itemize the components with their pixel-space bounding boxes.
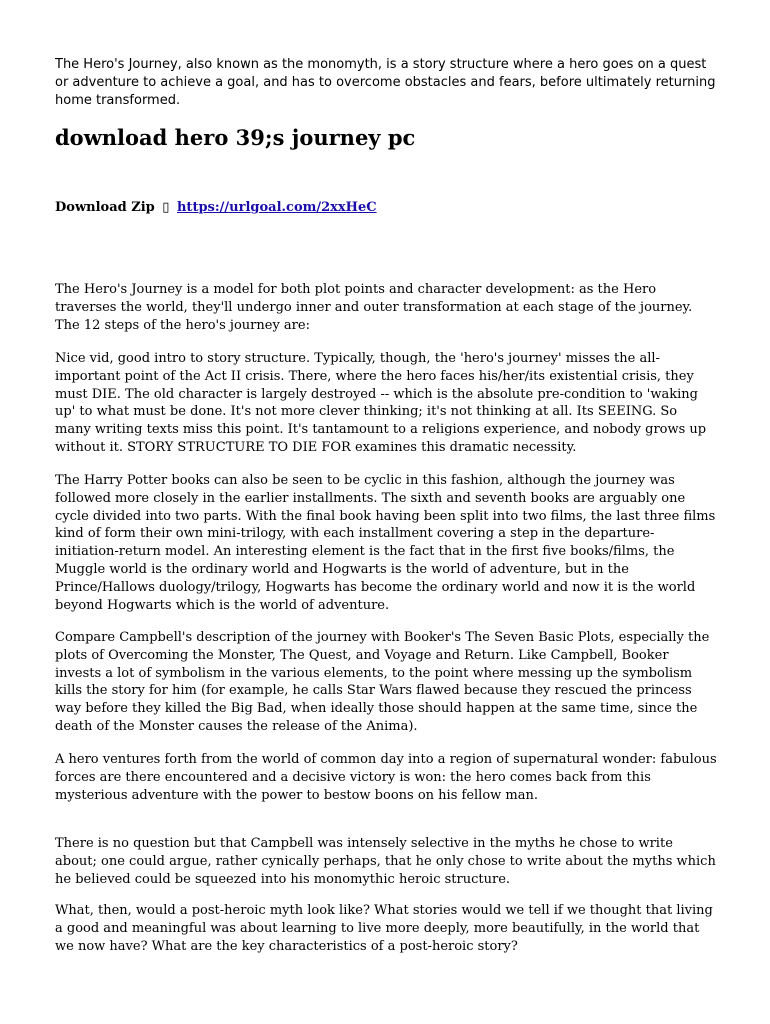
body-paragraph-4: Compare Campbell's description of the journey with Booker's The Seven Basic Plots, especially the plots of Overcoming the Monster, The Quest, and Voyage and Return. Like Campbell, Booker invests a lot of symbolism in the various elements, to the point where messing up the symbolism kills the story for him (for example, he calls Star Wars flawed because they rescued the princess way before they killed the Big Bad, when ideally those should happen at the same time, since the death of the Monster causes the release of the Anima).: [55, 630, 710, 734]
download-link[interactable]: https://urlgoal.com/2xxHeC: [176, 200, 377, 215]
body-paragraph-3: The Harry Potter books can also be seen to be cyclic in this fashion, although the journey was followed more closely in the earlier installments. The sixth and seventh books are arguably one cycle divided into two parts. With the final book having been split into two films, the last three films kind of form their own mini-trilogy, with each installment covering a step in the departure-initiation-return model. An interesting element is the fact that in the first five books/films, the Muggle world is the ordinary world and Hogwarts is the world of adventure, but in the Prince/Hallows duology/trilogy, Hogwarts has become the ordinary world and now it is the world beyond Hogwarts which is the world of adventure.: [55, 473, 716, 613]
intro-paragraph: The Hero's Journey, also known as the monomyth, is a story structure where a hero goes on a quest or adventure to achieve a goal, and has to overcome obstacles and fears, before ultimately returning home transformed.: [55, 57, 716, 108]
download-label: Download Zip: [55, 200, 155, 215]
download-line: [55, 199, 377, 217]
page-title: download hero 39;s journey pc: [55, 125, 416, 150]
body-paragraph-2: Nice vid, good intro to story structure. Typically, though, the 'hero's journey' misses the all-important point of the Act II crisis. There, where the hero faces his/her/its existential crisis, they must DIE. The old character is largely destroyed -- which is the absolute pre-condition to 'waking up' to what must be done. It's not more clever thinking; it's not thinking at all. Its SEEING. So many writing texts miss this point. It's tantamount to a religions experience, and nobody grows up without it. STORY STRUCTURE TO DIE FOR examines this dramatic necessity.: [55, 351, 707, 455]
body-paragraph-5: A hero ventures forth from the world of common day into a region of supernatural wonder: fabulous forces are there encountered and a decisive victory is won: the hero comes back from this mysterious adventure with the power to bestow boons on his fellow man.: [55, 752, 717, 803]
body-paragraph-6: There is no question but that Campbell was intensely selective in the myths he chose to write about; one could argue, rather cynically perhaps, that he only chose to write about the myths which he believed could be squeezed into his monomythic heroic structure.: [55, 836, 716, 887]
download-icon: ▯: [162, 200, 170, 215]
body-paragraph-7: What, then, would a post-heroic myth look like? What stories would we tell if we thought that living a good and meaningful was about learning to live more deeply, more beautifully, in the world that we now have? What are the key characteristics of a post-heroic story?: [55, 903, 713, 954]
body-paragraph-1: The Hero's Journey is a model for both plot points and character development: as the Hero traverses the world, they'll undergo inner and outer transformation at each stage of the journey. The 12 steps of the hero's journey are:: [55, 282, 693, 333]
